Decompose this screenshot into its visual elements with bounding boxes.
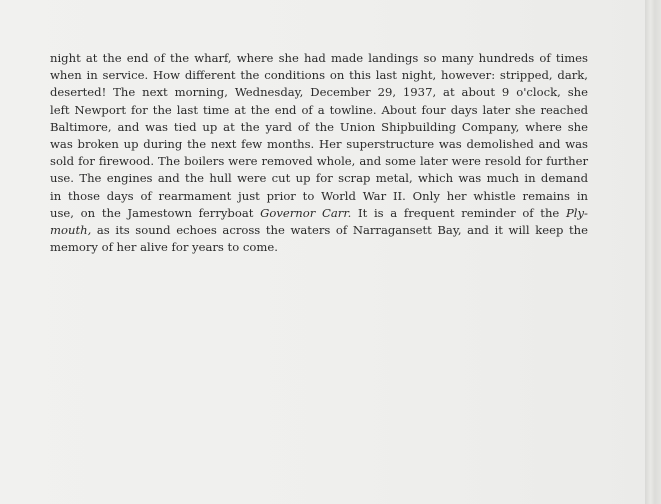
italic-ship-name: Governor Carr. <box>260 205 352 220</box>
text-line: deserted! The next morning, Wednesday, December 29, 1937, at about 9 o'clock, she <box>50 85 588 100</box>
italic-ship-name-part: Ply- <box>566 205 588 220</box>
text-line-mixed <box>50 222 588 239</box>
text-run: It is a frequent reminder of the <box>351 205 566 220</box>
text-line: night at the end of the wharf, where she had made landings so many hundreds of times <box>50 51 588 65</box>
body-paragraph <box>50 50 588 256</box>
text-line: was broken up during the next few months. Her superstructure was demolished and was <box>50 136 588 151</box>
text-run: as its sound echoes across the waters of Narragansett Bay, and it will keep the <box>91 222 588 237</box>
page-edge <box>645 0 661 504</box>
text-line: left Newport for the last time at the end of a towline. About four days later she reached <box>50 102 588 117</box>
text-line: Baltimore, and was tied up at the yard of the Union Shipbuilding Company, where she <box>50 119 588 134</box>
text-run: use, on the Jamestown ferryboat <box>50 205 261 220</box>
italic-ship-name-part: mouth, <box>50 222 92 237</box>
text-line: sold for firewood. The boilers were removed whole, and some later were resold for further <box>50 154 588 169</box>
text-line: in those days of rearmament just prior to World War II. Only her whistle remains in <box>50 188 588 203</box>
text-line: use. The engines and the hull were cut up for scrap metal, which was much in demand <box>50 171 588 186</box>
text-line-final: memory of her alive for years to come. <box>50 240 278 255</box>
text-line: when in service. How different the conditions on this last night, however: stripped, dark, <box>50 68 588 83</box>
text-line-mixed <box>50 205 588 222</box>
